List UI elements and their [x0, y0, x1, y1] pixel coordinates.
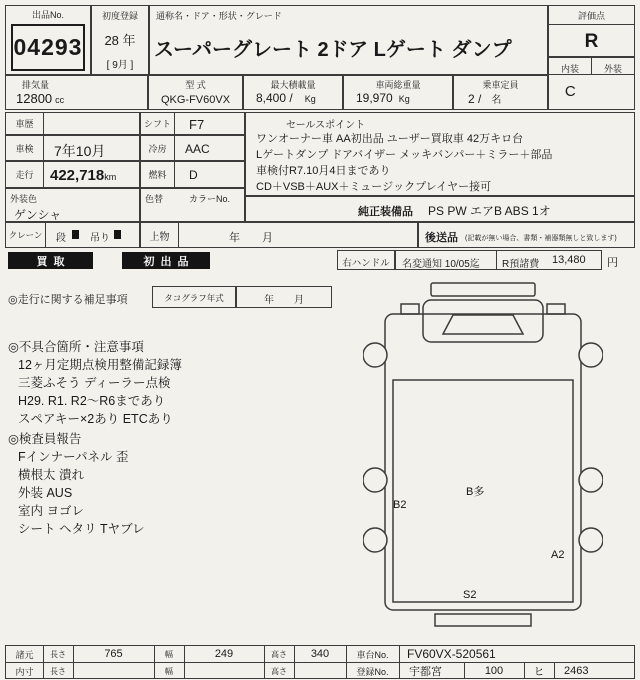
inspector-section	[8, 430, 145, 538]
ac-row	[140, 135, 245, 161]
fee-label: R預諸費	[502, 259, 540, 270]
chassis-no-value: FV60VX-520561	[407, 647, 496, 661]
fee-value: 13,480	[552, 254, 586, 266]
defect-line: 三菱ふそう ディーラー点検	[18, 376, 171, 390]
mileage-row	[5, 161, 140, 188]
diagram-mark-a2: A2	[551, 549, 565, 561]
sales-point-line: Lゲートダンプ ドアバイザー メッキバンパー＋ミラー＋部品	[256, 149, 553, 161]
crane-tsuri-mark	[114, 230, 121, 239]
mileage-number: 422,718	[50, 167, 105, 184]
footer-table	[5, 645, 635, 679]
mirror-left	[401, 304, 419, 314]
tachograph-label: タコグラフ年式	[164, 293, 224, 303]
defects-title: ◎不具合箇所・注意事項	[8, 340, 144, 354]
vehicle-name-label: 通称名・ドア・形状・グレード	[156, 11, 282, 21]
registration-kana: ヒ	[533, 666, 545, 678]
gross-weight-unit: Kg	[398, 94, 410, 104]
mileage-label: 走行	[6, 162, 44, 187]
interior-exterior-header	[549, 58, 634, 75]
body-label: 上物	[141, 223, 179, 247]
truck-top-view-diagram	[363, 280, 603, 630]
color-row	[5, 188, 140, 222]
equipment-label: 純正装備品	[358, 206, 413, 218]
inspector-line: 横根太 潰れ	[18, 468, 84, 482]
interior-score: C	[564, 83, 576, 100]
fuel-label: 燃料	[141, 162, 175, 187]
displacement-number: 12800	[16, 91, 53, 106]
name-change-fee-box	[395, 250, 602, 270]
handle-value: 右ハンドル	[342, 258, 390, 269]
gross-weight-label: 車両総重量	[375, 80, 421, 90]
color-label: 外装色	[10, 194, 38, 204]
score-value: R	[584, 31, 599, 52]
rear-bumper	[435, 614, 531, 626]
interior-label: 内装	[549, 58, 592, 74]
wheel-front-right	[579, 343, 603, 367]
first-registration-box	[91, 5, 149, 75]
wheel-rear-left-1	[363, 468, 387, 492]
displacement-label: 排気量	[22, 80, 50, 90]
fuel-value: D	[189, 168, 198, 182]
later-shipment-row	[418, 222, 635, 248]
height-value: 340	[310, 648, 330, 660]
diagram-mark-b-multi: B多	[466, 486, 485, 498]
shift-row	[140, 112, 245, 135]
body-row	[140, 222, 418, 248]
displacement-unit: cc	[55, 95, 65, 105]
handle-box	[337, 250, 395, 270]
first-registration-year: 28 年	[104, 33, 136, 48]
dims-label: 諸元	[15, 649, 34, 660]
inner-dims-label: 内寸	[15, 666, 34, 677]
ac-label: 冷房	[141, 136, 175, 160]
diagram-mark-s2: S2	[463, 589, 477, 601]
recolor-label: 色替	[145, 194, 164, 204]
width-value: 249	[214, 648, 234, 660]
diagram-mark-b2: B2	[393, 499, 407, 511]
inspection-row	[5, 135, 140, 161]
mileage-unit: km	[104, 172, 117, 182]
inspection-value: 7年10月	[54, 143, 106, 159]
color-value: ゲンシャ	[14, 208, 62, 222]
max-load-unit: Kg	[304, 94, 316, 104]
inner-length-label: 長さ	[50, 666, 66, 676]
chassis-no-label: 車台No.	[356, 649, 389, 660]
history-row	[5, 112, 140, 135]
purchase-badge: 買取	[8, 252, 93, 269]
registration-no-label: 登録No.	[356, 666, 389, 677]
model-value: QKG-FV60VX	[160, 94, 231, 106]
defect-line: H29. R1. R2～R6まであり	[18, 394, 166, 408]
crane-label: クレーン	[6, 223, 46, 247]
model-box	[148, 75, 243, 110]
max-load-box	[243, 75, 343, 110]
windshield	[443, 315, 523, 334]
tachograph-value-box	[236, 286, 332, 308]
inspector-line: シート ヘタリ Tヤブレ	[18, 522, 145, 536]
first-registration-month: [ 9月 ]	[106, 60, 134, 71]
sales-point-line: CD＋VSB＋AUX＋ミュージックプレイヤー接可	[256, 181, 492, 193]
sales-points-title: セールスポイント	[286, 120, 366, 131]
width-label: 幅	[165, 649, 173, 659]
displacement-box	[5, 75, 148, 110]
inner-height-label: 高さ	[271, 666, 287, 676]
crane-dan-mark	[72, 230, 79, 239]
inspector-line: 外装 AUS	[18, 486, 73, 500]
divider	[496, 251, 497, 269]
registration-number: 2463	[564, 665, 589, 677]
tachograph-value: 年 月	[264, 295, 304, 306]
sales-points-box	[245, 112, 635, 196]
inspector-title: ◎検査員報告	[8, 432, 82, 446]
gross-weight-value	[356, 91, 410, 105]
recolor-row	[140, 188, 245, 222]
sales-point-line: ワンオーナー車 AA初出品 ユーザー買取車 42万キロ台	[256, 133, 524, 145]
shift-value: F7	[189, 117, 205, 132]
equipment-row	[245, 196, 635, 222]
fee-unit: 円	[607, 257, 618, 269]
inspector-line: Fインナーパネル 歪	[18, 450, 129, 464]
max-load-number: 8,400 /	[256, 91, 293, 105]
tachograph-label-box	[152, 286, 236, 308]
inspection-label: 車検	[6, 136, 44, 160]
exterior-score	[592, 75, 635, 109]
later-shipment-label: 後送品	[425, 232, 458, 244]
capacity-label: 乗車定員	[482, 80, 519, 90]
defect-line: スペアキー×2あり ETCあり	[18, 412, 173, 426]
fuel-row	[140, 161, 245, 188]
equipment-value: PS PW エアB ABS 1オ	[428, 204, 551, 218]
first-listing-badge: 初出品	[122, 252, 210, 269]
front-bumper	[431, 283, 535, 296]
history-label: 車歴	[6, 113, 44, 134]
color-no-label: カラーNo.	[189, 194, 231, 204]
length-value: 765	[104, 648, 123, 660]
interior-exterior-box	[548, 57, 635, 110]
name-change-value: 名変通知 10/05迄	[402, 259, 480, 270]
capacity-number: 2 /	[468, 92, 482, 106]
mileage-value	[50, 167, 116, 184]
exterior-label: 外装	[603, 64, 622, 74]
gross-weight-box	[343, 75, 453, 110]
max-load-label: 最大積載量	[270, 80, 316, 90]
crane-row	[5, 222, 140, 248]
vehicle-name: スーパーグレート 2ドア Lゲート ダンプ	[154, 39, 512, 61]
registration-office: 宇都宮	[409, 666, 442, 678]
capacity-value	[468, 91, 501, 106]
score-box	[548, 5, 635, 57]
wheel-front-left	[363, 343, 387, 367]
crane-tsuri-label: 吊り	[90, 233, 110, 244]
gross-weight-number: 19,970	[356, 91, 393, 105]
later-shipment-note: (記載が無い場合、書類・補器類無しと致します)	[465, 235, 617, 242]
supplement-title: ◎走行に関する補足事項	[8, 294, 128, 306]
vehicle-name-box	[149, 5, 548, 75]
registration-class: 100	[484, 665, 504, 677]
wheel-rear-left-2	[363, 528, 387, 552]
truck-body-outline	[385, 314, 581, 610]
displacement-value	[16, 91, 64, 106]
score-label: 評価点	[549, 6, 634, 25]
defect-line: 12ヶ月定期点検用整備記録簿	[18, 358, 182, 372]
ac-value: AAC	[185, 142, 210, 156]
max-load-value	[256, 91, 316, 105]
crane-dan-label: 段	[56, 233, 66, 244]
first-registration-label: 初度登録	[101, 11, 138, 21]
inspector-line: 室内 ヨゴレ	[18, 504, 84, 518]
cab-outline	[423, 300, 543, 342]
wheel-rear-right-1	[579, 468, 603, 492]
capacity-unit: 名	[491, 95, 502, 106]
length-label: 長さ	[50, 649, 66, 659]
interior-exterior-values	[549, 75, 634, 109]
mirror-right	[547, 304, 565, 314]
shift-label: シフト	[141, 113, 175, 134]
height-label: 高さ	[271, 649, 287, 659]
capacity-box	[453, 75, 548, 110]
sales-point-line: 車検付R7.10月4日まであり	[256, 165, 391, 177]
defects-section	[8, 338, 182, 428]
wheel-rear-right-2	[579, 528, 603, 552]
exhibit-no-box	[5, 5, 91, 75]
inner-width-label: 幅	[165, 666, 173, 676]
exhibit-no-label: 出品No.	[31, 10, 64, 20]
body-value: 年 月	[229, 232, 273, 244]
model-label: 型 式	[185, 80, 206, 90]
exhibit-no-value: 04293	[11, 24, 85, 71]
